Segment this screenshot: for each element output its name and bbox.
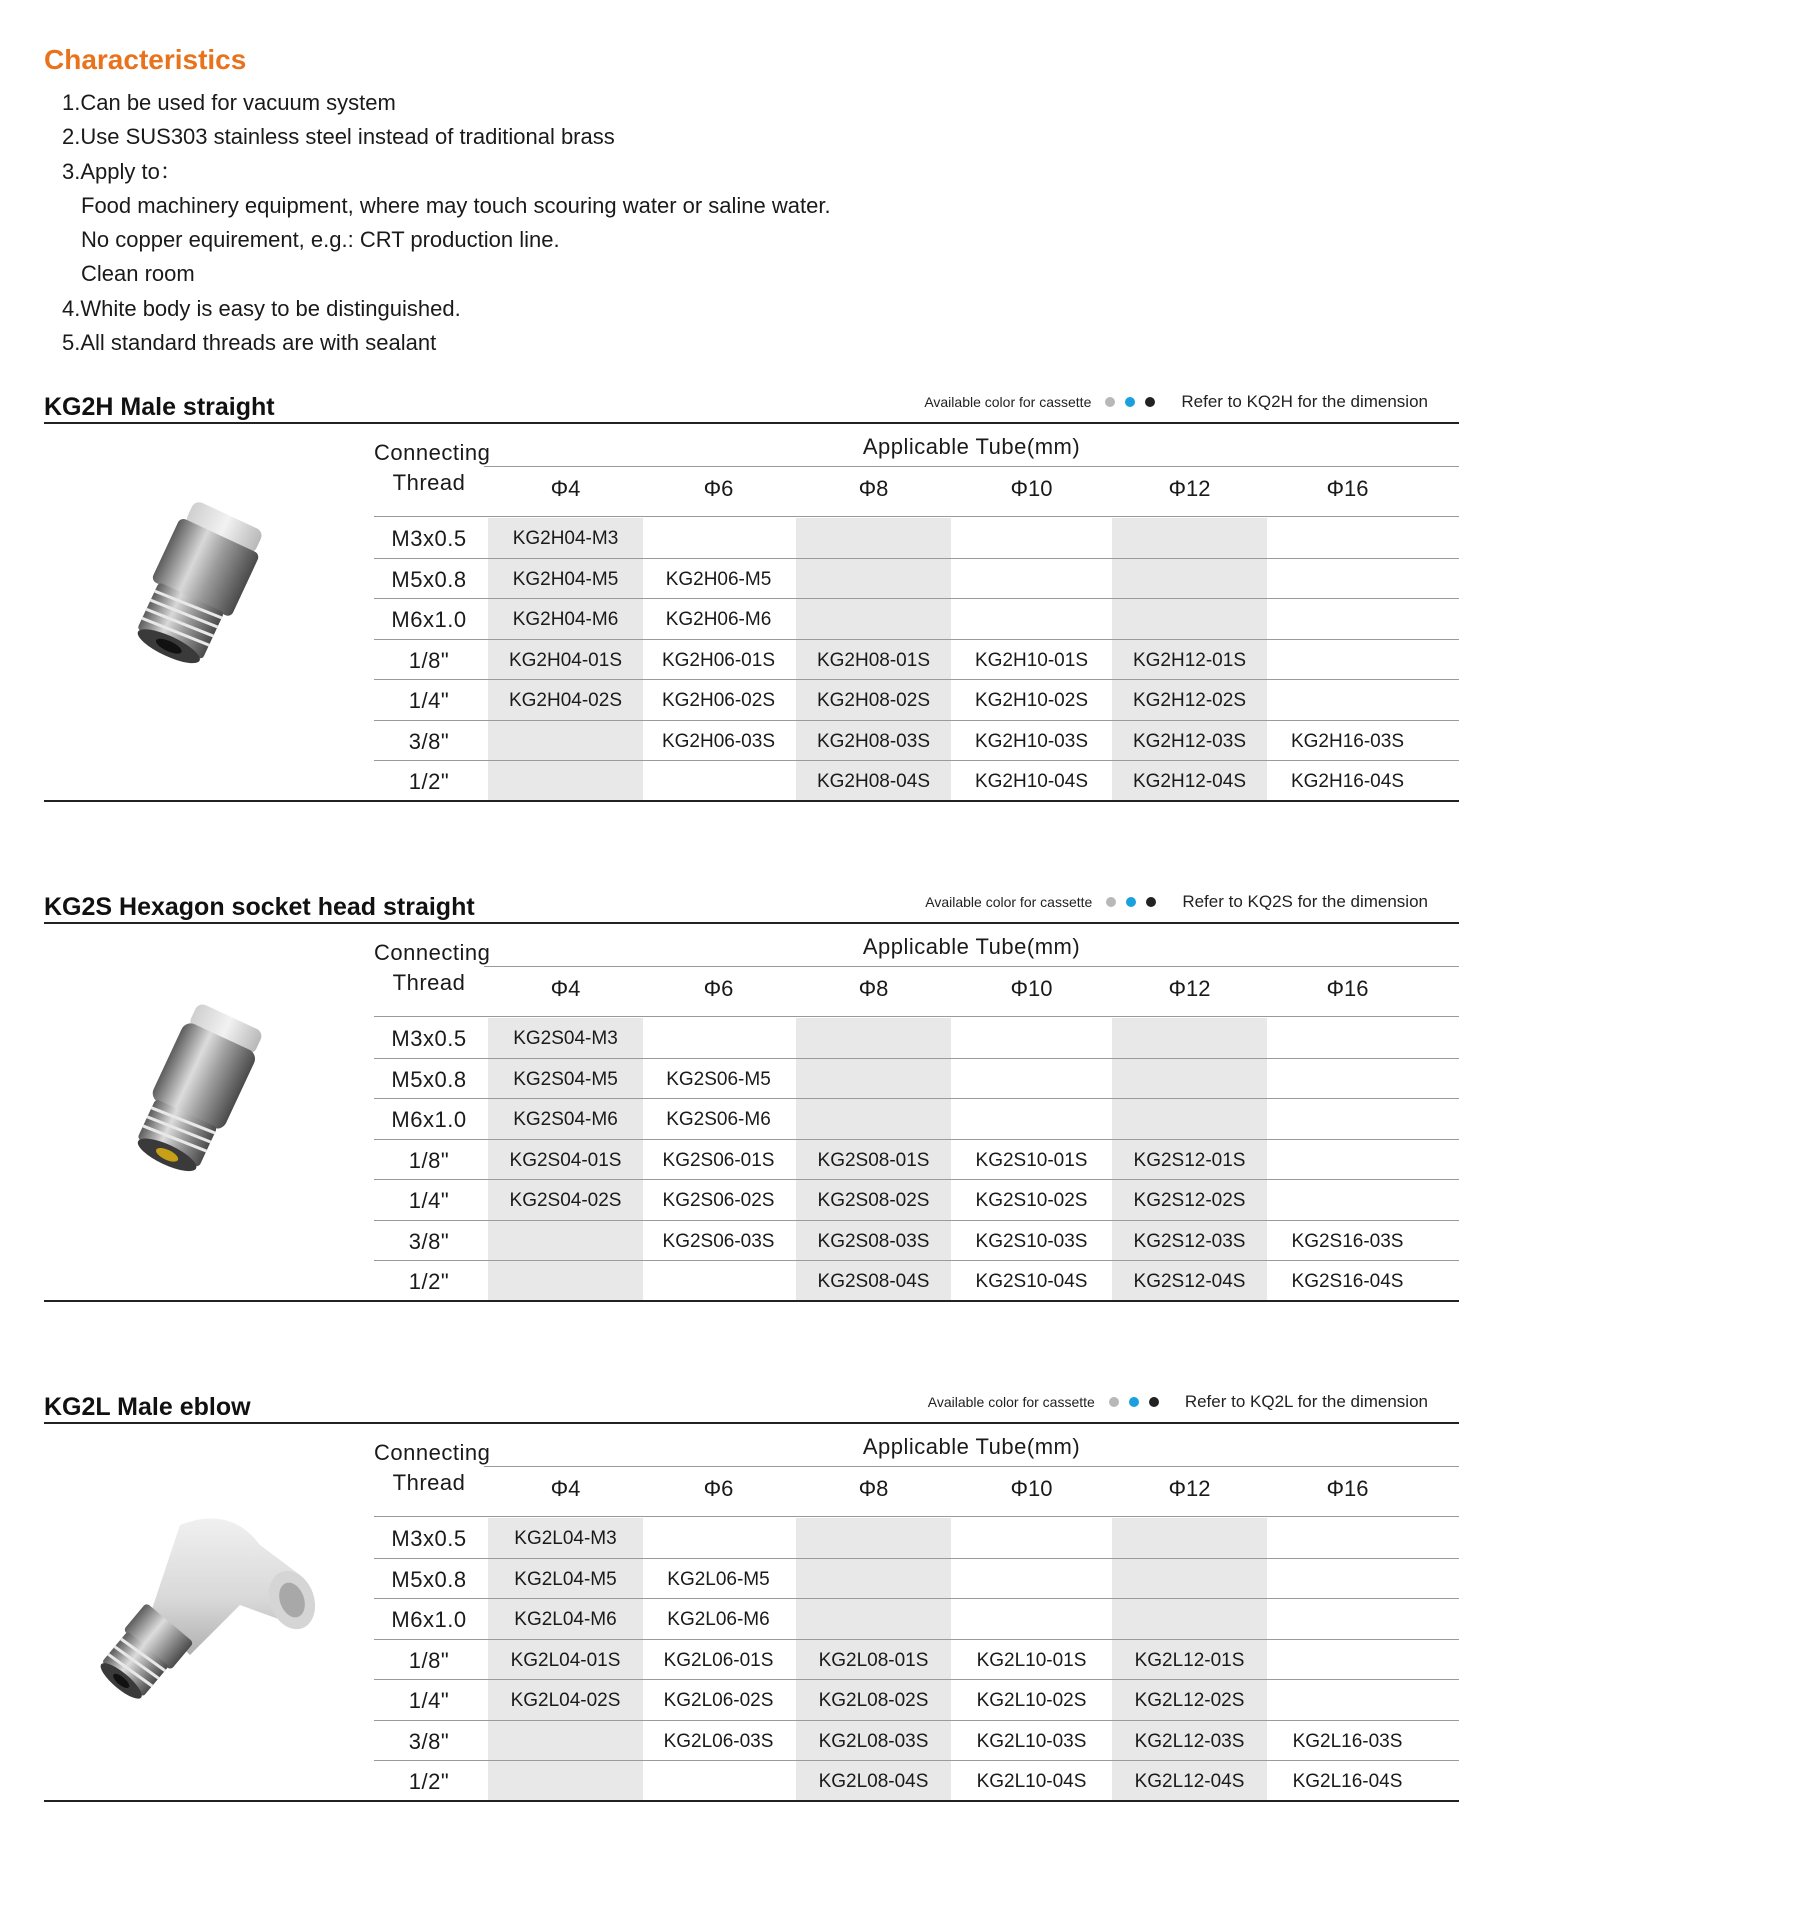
characteristic-line: 2.Use SUS303 stainless steel instead of traditional brass <box>62 124 615 150</box>
black-color-dot-icon <box>1145 397 1155 407</box>
color-availability <box>925 892 1428 912</box>
color-availability <box>928 1392 1428 1412</box>
thread-label: Thread <box>392 970 466 995</box>
thread-size: M3x0.5 <box>391 1026 467 1051</box>
part-number: KG2S10-01S <box>975 1149 1088 1171</box>
characteristics-list <box>62 86 831 360</box>
part-number: KG2S04-M3 <box>513 1028 618 1049</box>
dimension-reference: Refer to KQ2S for the dimension <box>1182 892 1428 911</box>
part-number: KG2S06-01S <box>662 1149 775 1171</box>
thread-size: M3x0.5 <box>391 526 467 551</box>
row-divider <box>374 1760 1459 1761</box>
applicable-tube-header: Applicable Tube(mm) <box>862 934 1081 959</box>
table-bottom-rule <box>44 1300 1459 1302</box>
part-number: KG2S08-04S <box>817 1271 930 1292</box>
thread-size: 1/8" <box>408 1147 450 1173</box>
tube-diameter-header: Φ4 <box>550 1476 581 1501</box>
part-number: KG2H10-02S <box>974 690 1088 711</box>
part-number: KG2S06-M6 <box>666 1109 771 1130</box>
part-number: KG2H16-03S <box>1290 730 1404 752</box>
part-number: KG2L06-02S <box>663 1690 774 1711</box>
tube-diameter-header: Φ8 <box>858 476 889 501</box>
part-number: KG2H04-M6 <box>512 609 619 630</box>
part-number: KG2L12-02S <box>1134 1690 1245 1711</box>
blue-color-dot-icon <box>1129 1397 1139 1407</box>
section-title: KG2H Male straight <box>44 393 275 421</box>
row-divider <box>374 1179 1459 1180</box>
male-elbow-fitting-image <box>60 1505 320 1705</box>
applicable-tube-header: Applicable Tube(mm) <box>862 434 1081 459</box>
tube-diameter-header: Φ4 <box>550 476 581 501</box>
divider <box>374 1016 1459 1017</box>
connecting-label: Connecting <box>374 1440 491 1465</box>
thread-size: 1/2" <box>408 1269 450 1294</box>
row-divider <box>374 1598 1459 1599</box>
row-divider <box>374 679 1459 680</box>
part-number: KG2S04-M6 <box>513 1109 618 1130</box>
spec-table <box>374 422 1459 794</box>
applicable-tube-header: Applicable Tube(mm) <box>862 1434 1081 1459</box>
part-number: KG2L06-M6 <box>667 1609 770 1630</box>
part-number: KG2S12-01S <box>1133 1149 1246 1171</box>
gray-color-dot-icon <box>1106 897 1116 907</box>
black-color-dot-icon <box>1146 897 1156 907</box>
part-number: KG2L06-M5 <box>667 1568 770 1590</box>
part-number: KG2H10-01S <box>974 649 1088 671</box>
row-divider <box>374 1720 1459 1721</box>
characteristic-line: 3.Apply to： <box>62 158 182 184</box>
table-bottom-rule <box>44 800 1459 802</box>
thread-size: 3/8" <box>408 728 450 754</box>
part-number: KG2S08-02S <box>817 1190 930 1211</box>
part-number: KG2H04-M5 <box>512 568 619 590</box>
part-number: KG2S16-04S <box>1291 1271 1404 1292</box>
divider <box>484 466 1459 467</box>
connecting-thread-header <box>374 438 491 498</box>
black-color-dot-icon <box>1149 1397 1159 1407</box>
tube-diameter-header: Φ12 <box>1168 1476 1211 1501</box>
characteristic-line: Clean room <box>81 261 195 287</box>
part-number: KG2L06-03S <box>663 1730 774 1752</box>
part-number: KG2H12-01S <box>1132 649 1246 671</box>
thread-size: M6x1.0 <box>391 607 467 632</box>
row-divider <box>374 760 1459 761</box>
part-number: KG2H08-03S <box>816 730 930 752</box>
part-number: KG2S06-03S <box>662 1230 775 1252</box>
part-number: KG2L10-01S <box>976 1649 1087 1671</box>
tube-diameter-header: Φ16 <box>1326 976 1369 1001</box>
blue-color-dot-icon <box>1125 397 1135 407</box>
part-number: KG2H04-M3 <box>512 528 619 549</box>
thread-size: M5x0.8 <box>391 1566 467 1592</box>
thread-size: 1/4" <box>408 1688 450 1713</box>
gray-color-dot-icon <box>1105 397 1115 407</box>
connecting-thread-header <box>374 1438 491 1498</box>
thread-size: 1/2" <box>408 769 450 794</box>
tube-diameter-header: Φ16 <box>1326 476 1369 501</box>
row-divider <box>374 1260 1459 1261</box>
divider <box>484 1466 1459 1467</box>
row-divider <box>374 1639 1459 1640</box>
part-number: KG2H08-04S <box>816 771 930 792</box>
part-number: KG2S10-03S <box>975 1230 1088 1252</box>
part-number: KG2L04-M5 <box>514 1568 617 1590</box>
tube-diameter-header: Φ8 <box>858 1476 889 1501</box>
part-number: KG2S04-M5 <box>513 1068 618 1090</box>
thread-size: 1/8" <box>408 1647 450 1673</box>
part-number: KG2H10-03S <box>974 730 1088 752</box>
available-color-label: Available color for cassette <box>924 394 1092 410</box>
available-color-label: Available color for cassette <box>927 1394 1095 1410</box>
tube-diameter-header: Φ10 <box>1010 976 1053 1001</box>
part-number: KG2L16-04S <box>1292 1771 1403 1792</box>
thread-size: 3/8" <box>408 1228 450 1254</box>
part-number: KG2L08-04S <box>818 1771 929 1792</box>
row-divider <box>374 639 1459 640</box>
thread-size: 3/8" <box>408 1728 450 1754</box>
row-divider <box>374 1139 1459 1140</box>
part-number: KG2L08-01S <box>818 1649 929 1671</box>
part-number: KG2H12-02S <box>1132 690 1246 711</box>
divider <box>374 516 1459 517</box>
thread-label: Thread <box>392 470 466 495</box>
tube-diameter-header: Φ8 <box>858 976 889 1001</box>
part-number: KG2H08-02S <box>816 690 930 711</box>
part-number: KG2H04-01S <box>508 649 622 671</box>
tube-diameter-header: Φ10 <box>1010 1476 1053 1501</box>
part-number: KG2H06-03S <box>661 730 775 752</box>
thread-size: 1/4" <box>408 688 450 713</box>
part-number: KG2S12-03S <box>1133 1230 1246 1252</box>
tube-diameter-header: Φ6 <box>703 476 734 501</box>
thread-size: M5x0.8 <box>391 1066 467 1092</box>
section-title: KG2S Hexagon socket head straight <box>44 893 475 921</box>
thread-size: 1/8" <box>408 647 450 673</box>
row-divider <box>374 1098 1459 1099</box>
divider <box>484 966 1459 967</box>
part-number: KG2S08-01S <box>817 1149 930 1171</box>
table-bottom-rule <box>44 1800 1459 1802</box>
part-number: KG2S06-02S <box>662 1190 775 1211</box>
gray-color-dot-icon <box>1109 1397 1119 1407</box>
part-number: KG2H12-04S <box>1132 771 1246 792</box>
part-number: KG2H06-M5 <box>665 568 772 590</box>
part-number: KG2S04-01S <box>509 1149 622 1171</box>
part-number: KG2H06-M6 <box>665 609 772 630</box>
characteristic-line: 1.Can be used for vacuum system <box>62 90 396 115</box>
tube-diameter-header: Φ6 <box>703 976 734 1001</box>
part-number: KG2H06-02S <box>661 690 775 711</box>
part-number: KG2H04-02S <box>508 690 622 711</box>
dimension-reference: Refer to KQ2H for the dimension <box>1181 392 1428 411</box>
row-divider <box>374 1058 1459 1059</box>
part-number: KG2S10-02S <box>975 1190 1088 1211</box>
connecting-thread-header <box>374 938 491 998</box>
part-number: KG2S06-M5 <box>666 1068 771 1090</box>
part-number: KG2L04-02S <box>510 1690 621 1711</box>
characteristics-title: Characteristics <box>44 44 247 75</box>
row-divider <box>374 1220 1459 1221</box>
thread-label: Thread <box>392 1470 466 1495</box>
section-header <box>44 1372 1459 1424</box>
connecting-label: Connecting <box>374 440 491 465</box>
tube-diameter-header: Φ10 <box>1010 476 1053 501</box>
part-number: KG2H08-01S <box>816 649 930 671</box>
tube-diameter-header: Φ12 <box>1168 476 1211 501</box>
row-divider <box>374 720 1459 721</box>
male-straight-fitting-image <box>95 490 295 690</box>
part-number: KG2L06-01S <box>663 1649 774 1671</box>
part-number: KG2H16-04S <box>1290 771 1404 792</box>
part-number: KG2S12-02S <box>1133 1190 1246 1211</box>
characteristic-line: No copper equirement, e.g.: CRT production line. <box>81 227 560 253</box>
part-number: KG2L16-03S <box>1292 1730 1403 1752</box>
characteristic-line: 5.All standard threads are with sealant <box>62 330 437 356</box>
part-number: KG2L08-02S <box>818 1690 929 1711</box>
thread-size: M5x0.8 <box>391 566 467 592</box>
part-number: KG2L10-04S <box>976 1771 1087 1792</box>
tube-diameter-header: Φ12 <box>1168 976 1211 1001</box>
hexagon-socket-fitting-image <box>95 995 295 1195</box>
part-number: KG2L04-M6 <box>514 1609 617 1630</box>
divider <box>374 1516 1459 1517</box>
available-color-label: Available color for cassette <box>925 894 1093 910</box>
part-number: KG2H12-03S <box>1132 730 1246 752</box>
thread-size: M6x1.0 <box>391 1607 467 1632</box>
spec-table <box>374 1422 1459 1794</box>
section-header <box>44 372 1459 424</box>
part-number: KG2H06-01S <box>661 649 775 671</box>
thread-size: 1/4" <box>408 1188 450 1213</box>
blue-color-dot-icon <box>1126 897 1136 907</box>
part-number: KG2S12-04S <box>1133 1271 1246 1292</box>
part-number: KG2L10-03S <box>976 1730 1087 1752</box>
part-number: KG2L12-04S <box>1134 1771 1245 1792</box>
section-header <box>44 872 1459 924</box>
row-divider <box>374 1679 1459 1680</box>
thread-size: M6x1.0 <box>391 1107 467 1132</box>
part-number: KG2L10-02S <box>976 1690 1087 1711</box>
spec-table <box>374 922 1459 1294</box>
part-number: KG2S16-03S <box>1291 1230 1404 1252</box>
color-availability <box>924 392 1428 412</box>
part-number: KG2S08-03S <box>817 1230 930 1252</box>
row-divider <box>374 598 1459 599</box>
tube-diameter-header: Φ4 <box>550 976 581 1001</box>
dimension-reference: Refer to KQ2L for the dimension <box>1184 1392 1428 1411</box>
part-number: KG2S04-02S <box>509 1190 622 1211</box>
part-number: KG2L04-01S <box>510 1649 621 1671</box>
part-number: KG2L04-M3 <box>514 1528 617 1549</box>
characteristic-line: 4.White body is easy to be distinguished. <box>62 295 461 321</box>
section-title: KG2L Male eblow <box>44 1393 251 1421</box>
part-number: KG2H10-04S <box>974 771 1088 792</box>
tube-diameter-header: Φ6 <box>703 1476 734 1501</box>
part-number: KG2L08-03S <box>818 1730 929 1752</box>
tube-diameter-header: Φ16 <box>1326 1476 1369 1501</box>
characteristic-line: Food machinery equipment, where may touch scouring water or saline water. <box>81 192 831 218</box>
thread-size: 1/2" <box>408 1769 450 1794</box>
row-divider <box>374 558 1459 559</box>
part-number: KG2L12-01S <box>1134 1649 1245 1671</box>
connecting-label: Connecting <box>374 940 491 965</box>
thread-size: M3x0.5 <box>391 1526 467 1551</box>
part-number: KG2S10-04S <box>975 1271 1088 1292</box>
row-divider <box>374 1558 1459 1559</box>
part-number: KG2L12-03S <box>1134 1730 1245 1752</box>
